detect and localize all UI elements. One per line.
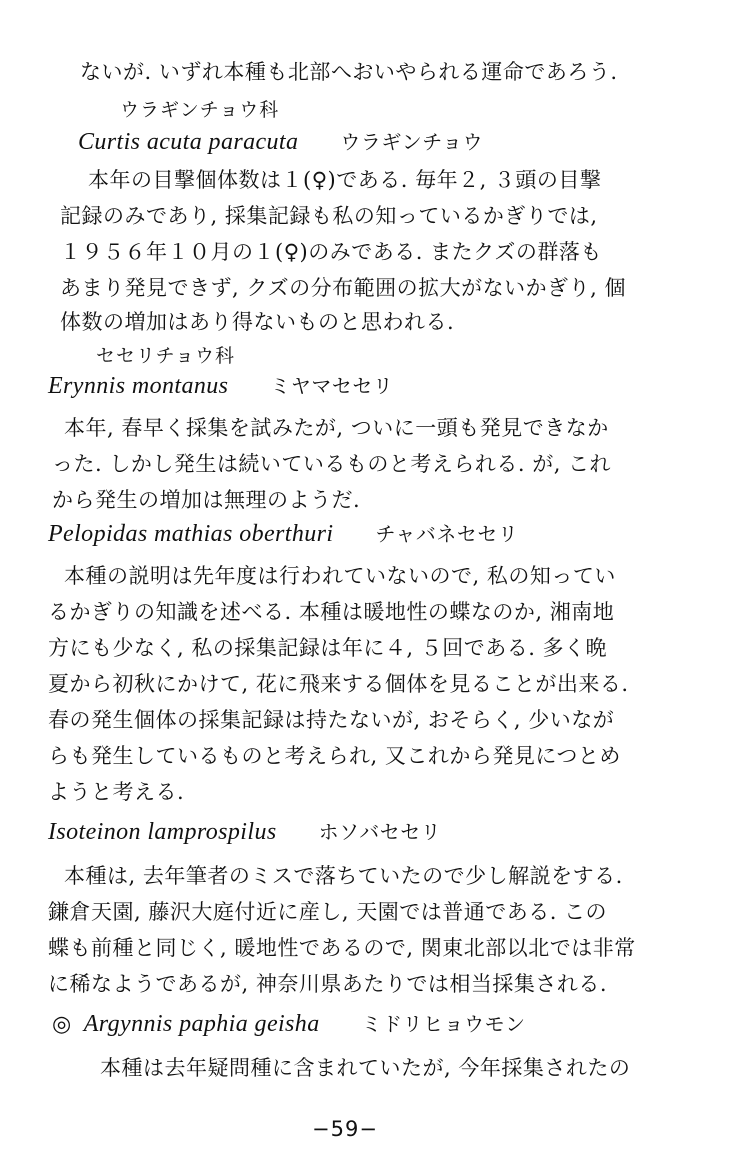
text-line: 夏から初秋にかけて, 花に飛来する個体を見ることが出来る. <box>48 672 629 696</box>
text-line: 春の発生個体の採集記録は持たないが, おそらく, 少いなが <box>48 708 615 732</box>
species-japanese-name: ウラギンチョウ <box>340 130 484 154</box>
species-latin-name: Pelopidas mathias oberthuri <box>48 521 334 547</box>
text-line: ないが. いずれ本種も北部へおいやられる運命であろう. <box>80 60 618 84</box>
text-line: 鎌倉天園, 藤沢大庭付近に産し, 天園では普通である. この <box>48 900 608 924</box>
family-heading: ウラギンチョウ科 <box>120 99 280 121</box>
species-japanese-name: ホソバセセリ <box>318 820 442 844</box>
species-heading <box>52 1010 526 1039</box>
text-line: 本年, 春早く採集を試みたが, ついに一頭も発見できなか <box>64 416 609 440</box>
species-heading <box>78 128 483 156</box>
page-number: −59− <box>312 1117 378 1141</box>
species-latin-name: Erynnis montanus <box>48 373 229 399</box>
text-line: ようと考える. <box>48 780 185 804</box>
species-heading <box>48 520 518 548</box>
species-heading <box>48 818 441 846</box>
text-line: あまり発見できず, クズの分布範囲の拡大がないかぎり, 個 <box>60 276 626 300</box>
text-line: 本種の説明は先年度は行われていないので, 私の知ってい <box>64 564 616 588</box>
species-heading <box>48 372 393 400</box>
species-latin-name: Curtis acuta paracuta <box>78 129 299 155</box>
species-japanese-name: ミドリヒョウモン <box>361 1012 526 1036</box>
species-japanese-name: ミヤマセセリ <box>270 374 394 398</box>
text-line: 本年の目撃個体数は１(♀)である. 毎年２, ３頭の目撃 <box>88 168 602 192</box>
text-line: 記録のみであり, 採集記録も私の知っているかぎりでは, <box>60 204 598 228</box>
species-latin-name: Argynnis paphia geisha <box>83 1011 320 1037</box>
text-line: った. しかし発生は続いているものと考えられる. が, これ <box>52 452 612 476</box>
text-line: １９５６年１０月の１(♀)のみである. またクズの群落も <box>60 240 602 264</box>
text-line: 本種は, 去年筆者のミスで落ちていたので少し解説をする. <box>64 864 623 888</box>
species-latin-name: Isoteinon lamprospilus <box>48 819 277 845</box>
family-heading: セセリチョウ科 <box>96 345 236 367</box>
text-line: 体数の増加はあり得ないものと思われる. <box>60 310 455 334</box>
double-circle-mark: ◎ <box>52 1012 72 1037</box>
text-line: 方にも少なく, 私の採集記録は年に４, ５回である. 多く晩 <box>48 636 608 660</box>
text-line: から発生の増加は無理のようだ. <box>52 488 361 512</box>
text-line: らも発生しているものと考えられ, 又これから発見につとめ <box>48 744 621 768</box>
text-line: 本種は去年疑問種に含まれていたが, 今年採集されたの <box>100 1056 631 1080</box>
species-japanese-name: チャバネセセリ <box>375 522 519 546</box>
text-line: に稀なようであるが, 神奈川県あたりでは相当採集される. <box>48 972 608 996</box>
text-line: 蝶も前種と同じく, 暖地性であるので, 関東北部以北では非常 <box>48 936 636 960</box>
text-line: るかぎりの知識を述べる. 本種は暖地性の蝶なのか, 湘南地 <box>48 600 615 624</box>
